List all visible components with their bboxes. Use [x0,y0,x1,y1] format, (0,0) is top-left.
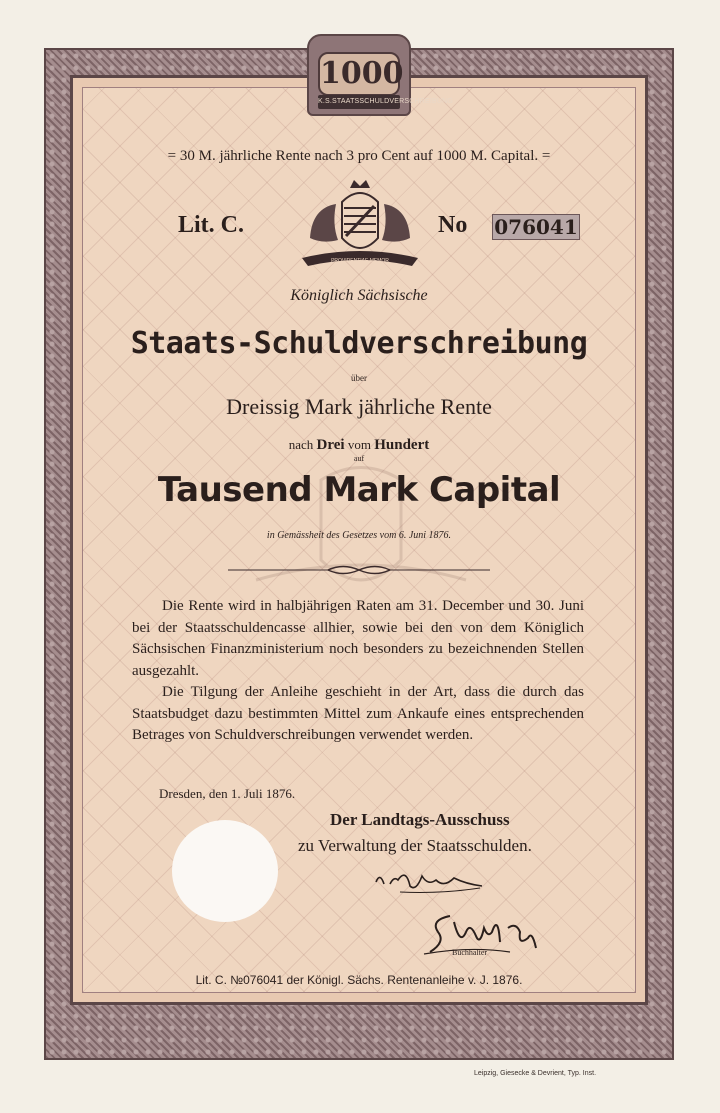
hundert-word: Hundert [374,437,430,453]
reference-line: Lit. C. №076041 der Königl. Sächs. Rentenanleihe v. J. 1876. [195,973,523,987]
law-reference: in Gemässheit des Gesetzes vom 6. Juni 1876. [266,530,452,541]
blank-seal [172,820,278,922]
vom-word: vom [347,437,371,452]
number-label: No [438,212,468,238]
kingdom-line: Königlich Sächsische [290,287,428,304]
annual-rent-line: Dreissig Mark jährliche Rente [226,394,492,419]
committee-purpose: zu Verwaltung der Staatsschulden. [298,836,532,855]
uber-text: über [351,373,367,383]
rent-summary-line: = 30 M. jährliche Rente nach 3 pro Cent auf 1000 M. Capital. = [167,148,551,164]
terms-text [132,596,584,747]
denomination-value: 1000 [318,52,400,96]
document-title: Staats-Schuldverschreibung [130,326,588,361]
coat-of-arms-icon [292,178,428,272]
ornamental-divider-icon [228,563,490,577]
redemption-paragraph: Die Tilgung der Anleihe geschieht in der Art, dass die durch das Staatsbudget dazu bestimmten Mittel zum Ankaufe eines entsprechenden Betrages von Schuldverschreibungen verwendet werden. [132,684,584,743]
place-date: Dresden, den 1. Juli 1876. [159,786,296,801]
signature-zehmen [370,862,490,898]
capital-amount: Tausend Mark Capital [157,470,561,510]
printer-credit: Leipzig, Giesecke & Devrient, Typ. Inst. [474,1070,597,1077]
drei-word: Drei [316,437,345,453]
buchhalter-label: Buchhalter [452,948,488,957]
nach-word: nach [288,437,314,452]
auf-text: auf [353,454,365,463]
payment-paragraph: Die Rente wird in halbjährigen Raten am 31. December und 30. Juni bei der Staatsschuldencasse allhier, sowie bei den von dem Königlich Sächsischen Finanzministerium noch besonders zu bezeichnenden Stellen ausgezahlt. [132,598,584,679]
committee-name: Der Landtags-Ausschuss [330,810,510,829]
serial-number: 076041 [492,214,580,240]
crest-motto: PROVIDENTIAE MEMOR [331,258,389,264]
interest-rate-line [86,437,632,454]
denomination-ribbon: K.S.STAATSSCHULDVERSCHREIBUNG [318,95,400,109]
lit-label: Lit. C. [178,212,244,238]
